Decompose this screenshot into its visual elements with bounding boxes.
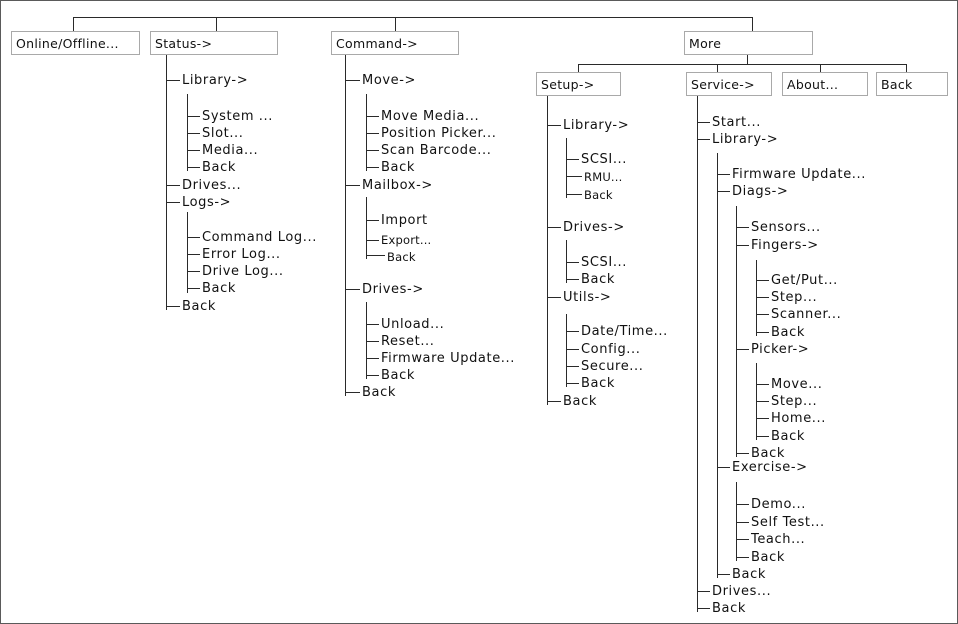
setup-item-scsi: SCSI... bbox=[581, 152, 628, 167]
command-item-unload: Unload... bbox=[381, 317, 445, 332]
about-menu-box: About... bbox=[782, 72, 868, 96]
service-item-get-put: Get/Put... bbox=[771, 273, 838, 288]
command-item-mailbox: Mailbox-> bbox=[362, 178, 433, 193]
service-item-drives: Drives... bbox=[712, 584, 772, 599]
status-item-library: Library-> bbox=[182, 73, 249, 88]
command-item-move: Move-> bbox=[362, 73, 417, 88]
command-item-export: Export... bbox=[381, 233, 432, 247]
setup-item-utils: Utils-> bbox=[563, 290, 612, 305]
status-item-slot: Slot... bbox=[202, 126, 244, 141]
service-item-exercise: Exercise-> bbox=[732, 460, 808, 475]
service-item-fingers-step: Step... bbox=[771, 290, 818, 305]
command-item-firmware-update: Firmware Update... bbox=[381, 351, 515, 366]
service-item-library: Library-> bbox=[712, 132, 779, 147]
setup-item-drives-back: Back bbox=[581, 272, 615, 287]
service-item-exercise-back: Back bbox=[751, 550, 785, 565]
command-item-drives: Drives-> bbox=[362, 282, 424, 297]
setup-item-secure: Secure... bbox=[581, 359, 644, 374]
status-menu-box: Status-> bbox=[150, 31, 278, 55]
service-item-diags-back: Back bbox=[751, 446, 785, 461]
command-item-back: Back bbox=[362, 385, 396, 400]
service-item-picker-back: Back bbox=[771, 429, 805, 444]
setup-item-drives-scsi: SCSI... bbox=[581, 255, 628, 270]
command-item-move-media: Move Media... bbox=[381, 109, 480, 124]
service-item-fingers: Fingers-> bbox=[751, 238, 819, 253]
command-item-reset: Reset... bbox=[381, 334, 435, 349]
service-item-picker: Picker-> bbox=[751, 342, 810, 357]
service-item-teach: Teach... bbox=[751, 532, 806, 547]
status-item-media: Media... bbox=[202, 143, 259, 158]
setup-item-utils-back: Back bbox=[581, 376, 615, 391]
service-item-demo: Demo... bbox=[751, 497, 806, 512]
status-item-system: System ... bbox=[202, 109, 274, 124]
online-offline-menu-box: Online/Offline... bbox=[11, 31, 140, 55]
command-item-drives-back: Back bbox=[381, 368, 415, 383]
service-item-firmware-update: Firmware Update... bbox=[732, 167, 866, 182]
setup-item-date-time: Date/Time... bbox=[581, 324, 668, 339]
setup-menu-box: Setup-> bbox=[536, 72, 621, 96]
service-item-start: Start... bbox=[712, 115, 761, 130]
status-item-back: Back bbox=[182, 299, 216, 314]
service-item-library-back: Back bbox=[732, 567, 766, 582]
command-item-scan-barcode: Scan Barcode... bbox=[381, 143, 492, 158]
setup-item-config: Config... bbox=[581, 342, 641, 357]
setup-item-drives: Drives-> bbox=[563, 220, 625, 235]
service-item-picker-home: Home... bbox=[771, 411, 826, 426]
more-menu-box: More bbox=[684, 31, 813, 55]
status-item-drives: Drives... bbox=[182, 178, 242, 193]
status-item-logs-back: Back bbox=[202, 281, 236, 296]
service-item-picker-move: Move... bbox=[771, 377, 823, 392]
command-item-mailbox-back: Back bbox=[387, 250, 416, 264]
service-menu-box: Service-> bbox=[686, 72, 772, 96]
status-item-logs: Logs-> bbox=[182, 195, 232, 210]
back-menu-box: Back bbox=[876, 72, 948, 96]
service-item-back: Back bbox=[712, 601, 746, 616]
setup-item-library-back: Back bbox=[584, 188, 613, 202]
service-item-picker-step: Step... bbox=[771, 394, 818, 409]
status-item-error-log: Error Log... bbox=[202, 247, 281, 262]
command-item-position-picker: Position Picker... bbox=[381, 126, 497, 141]
service-item-fingers-back: Back bbox=[771, 325, 805, 340]
command-item-import: Import bbox=[381, 213, 428, 228]
status-item-command-log: Command Log... bbox=[202, 230, 317, 245]
command-menu-box: Command-> bbox=[331, 31, 459, 55]
status-item-library-back: Back bbox=[202, 160, 236, 175]
setup-item-library: Library-> bbox=[563, 118, 630, 133]
setup-item-back: Back bbox=[563, 394, 597, 409]
setup-item-rmu: RMU... bbox=[584, 170, 623, 184]
service-item-sensors: Sensors... bbox=[751, 220, 821, 235]
status-item-drive-log: Drive Log... bbox=[202, 264, 284, 279]
command-item-move-back: Back bbox=[381, 160, 415, 175]
service-item-scanner: Scanner... bbox=[771, 307, 842, 322]
service-item-diags: Diags-> bbox=[732, 184, 789, 199]
service-item-self-test: Self Test... bbox=[751, 515, 825, 530]
